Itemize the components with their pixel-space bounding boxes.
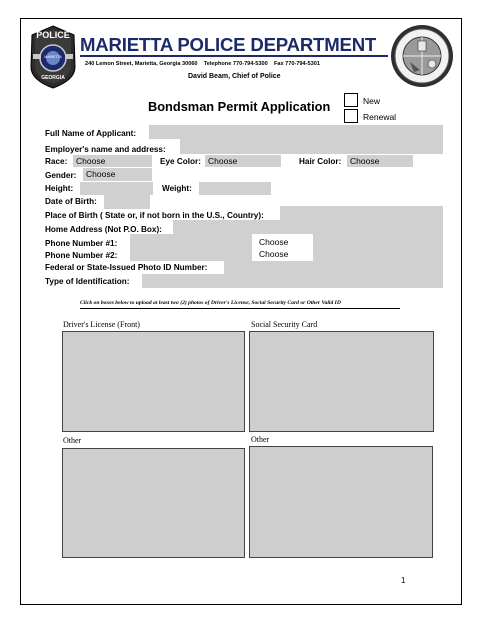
gender-label: Gender:: [45, 171, 77, 180]
other-label-2: Other: [251, 435, 270, 444]
fax-text: Fax 770-794-5301: [273, 61, 320, 67]
renewal-label: Renewal: [363, 112, 397, 122]
height-label: Height:: [45, 184, 74, 193]
new-label: New: [363, 96, 381, 106]
department-address: [85, 61, 320, 67]
hair-color-label: Hair Color:: [299, 157, 342, 166]
phone1-field[interactable]: [130, 234, 252, 248]
gender-select[interactable]: Choose: [83, 168, 152, 181]
badge-bottom-text: GEORGIA: [41, 75, 65, 81]
page-number: 1: [401, 576, 406, 585]
other-upload-2[interactable]: [249, 446, 433, 558]
eye-color-select[interactable]: Choose: [205, 155, 281, 167]
instruction-underline: [80, 308, 400, 309]
police-badge-logo: [29, 25, 77, 89]
employer-field[interactable]: [180, 146, 443, 154]
id-type-label: Type of Identification:: [45, 277, 130, 286]
form-title: Bondsman Permit Application: [148, 99, 331, 114]
drivers-license-upload[interactable]: [62, 331, 245, 432]
badge-center-text: MARIETTA: [44, 55, 62, 59]
id-type-field[interactable]: [142, 274, 443, 288]
race-label: Race:: [45, 157, 68, 166]
full-name-label: Full Name of Applicant:: [45, 129, 137, 138]
phone1-label: Phone Number #1:: [45, 239, 118, 248]
drivers-license-label: Driver's License (Front): [63, 320, 140, 329]
dob-label: Date of Birth:: [45, 197, 97, 206]
address-text: 240 Lemon Street, Marietta, Georgia 30060: [85, 61, 198, 67]
phone2-field[interactable]: [130, 248, 252, 261]
upload-instruction: Click on boxes below to upload at least two (2) photos of Driver's License, Social Security Card or Other Valid ID: [80, 300, 341, 306]
eye-color-label: Eye Color:: [160, 157, 201, 166]
full-name-field[interactable]: [149, 125, 443, 139]
phone1-type-select[interactable]: Choose: [259, 237, 289, 247]
hair-color-select[interactable]: Choose: [347, 155, 413, 167]
employer-label: Employer's name and address:: [45, 145, 166, 154]
dob-field[interactable]: [104, 195, 150, 209]
phone2-label: Phone Number #2:: [45, 251, 118, 260]
home-address-field[interactable]: [173, 220, 443, 234]
race-select[interactable]: Choose: [73, 155, 152, 167]
weight-label: Weight:: [162, 184, 192, 193]
header-rule: [80, 55, 388, 57]
department-name: MARIETTA POLICE DEPARTMENT: [80, 34, 377, 55]
other-upload-1[interactable]: [62, 448, 245, 558]
photo-id-label: Federal or State-Issued Photo ID Number:: [45, 263, 208, 272]
other-label-1: Other: [63, 436, 82, 445]
new-checkbox[interactable]: [344, 93, 358, 107]
social-security-label: Social Security Card: [251, 320, 318, 329]
seal-logo: [390, 24, 454, 88]
phone-right-field-2[interactable]: [313, 248, 443, 261]
social-security-upload[interactable]: [249, 331, 434, 432]
badge-top-text: POLICE: [36, 30, 70, 40]
height-field[interactable]: [80, 182, 153, 195]
home-address-label: Home Address (Not P.O. Box):: [45, 225, 162, 234]
telephone-text: Telephone 770-794-5300: [203, 61, 268, 67]
place-of-birth-label: Place of Birth ( State or, if not born in the U.S., Country):: [45, 211, 264, 220]
weight-field[interactable]: [199, 182, 271, 195]
place-of-birth-field[interactable]: [280, 206, 443, 220]
phone-right-field-1[interactable]: [313, 234, 443, 248]
chief-name: David Beam, Chief of Police: [188, 73, 281, 80]
phone2-type-select[interactable]: Choose: [259, 249, 289, 259]
renewal-checkbox[interactable]: [344, 109, 358, 123]
photo-id-field[interactable]: [224, 261, 443, 275]
